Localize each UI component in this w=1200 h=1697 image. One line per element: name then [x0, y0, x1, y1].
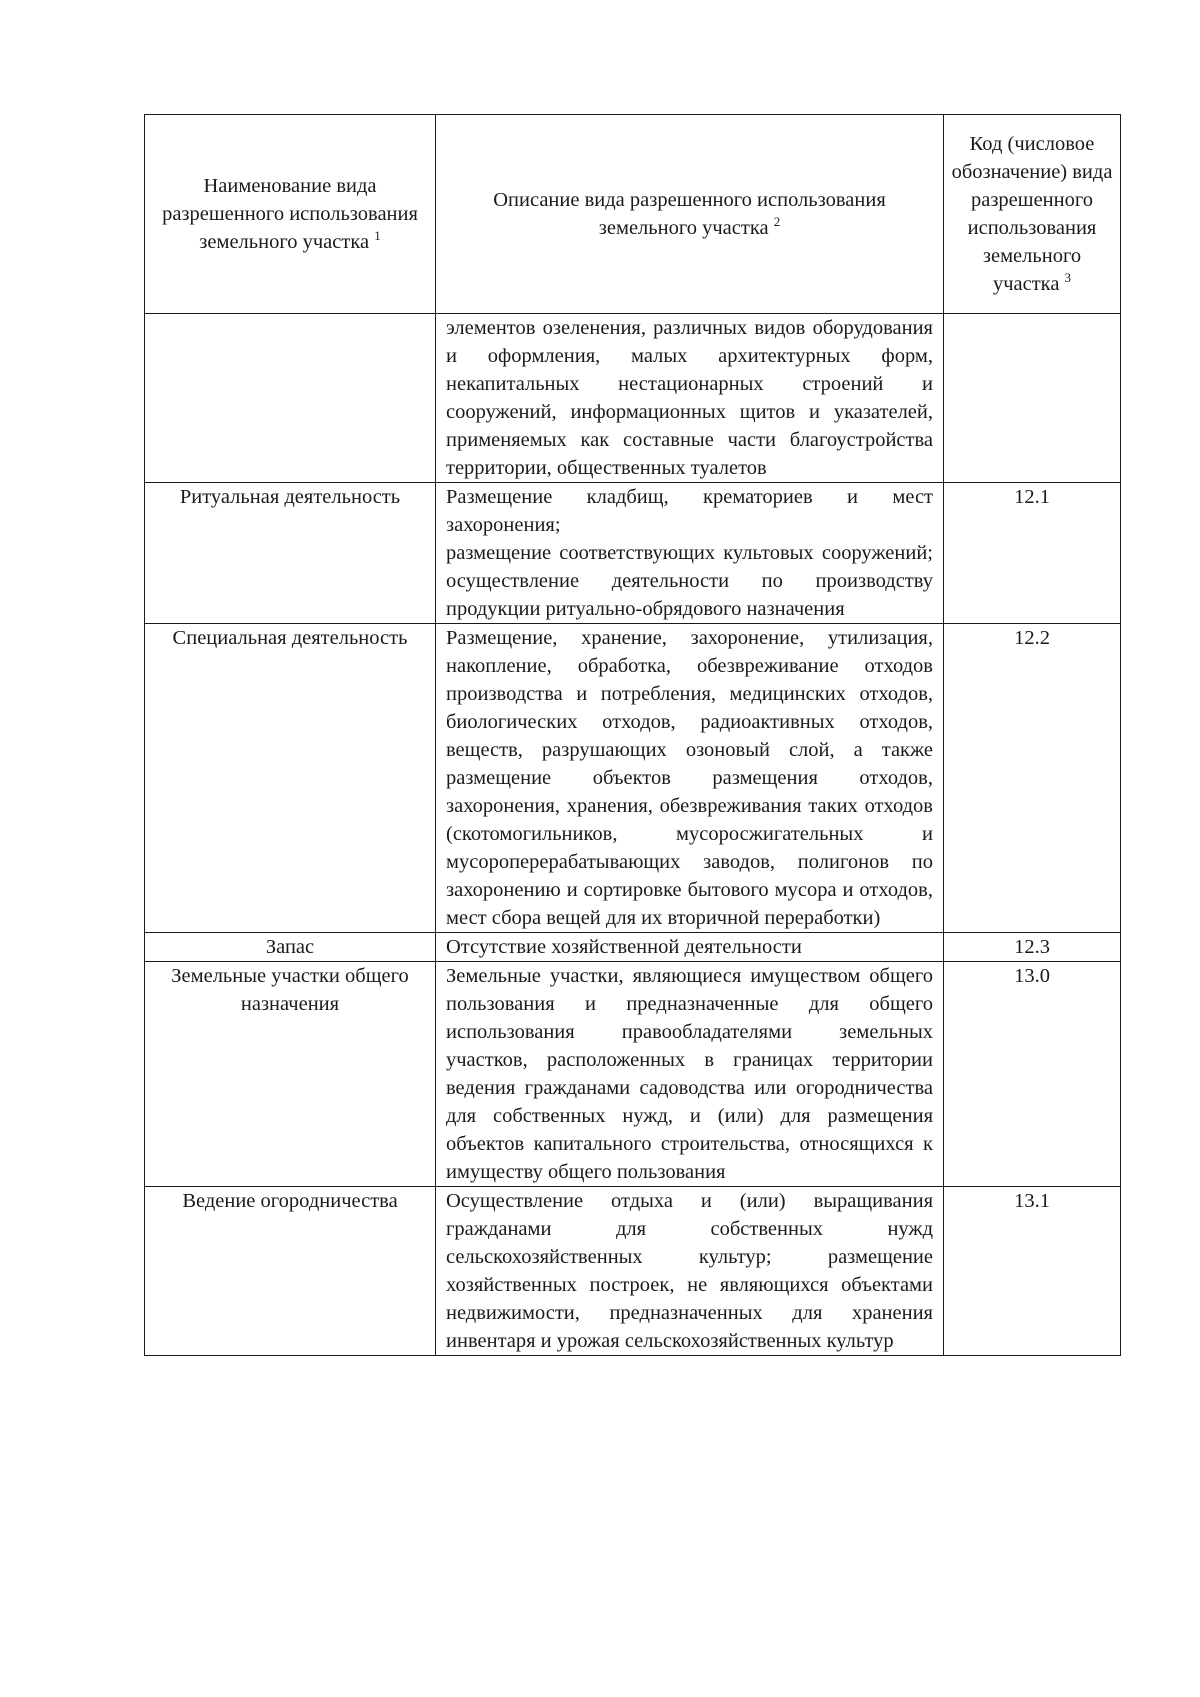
- description-part: размещение соответствующих культовых сооружений; осуществление деятельности по производству продукции ритуально-обрядового назначения: [446, 542, 933, 620]
- table-row: [145, 1187, 1121, 1356]
- footnote-marker: 3: [1064, 270, 1072, 286]
- row-name: Ритуальная деятельность: [145, 483, 436, 624]
- row-code: 12.1: [944, 483, 1121, 624]
- row-description: Земельные участки, являющиеся имуществом общего пользования и предназначенные для общего использования правообладателями земельных участков, расположенных в границах территории ведения гражданами садоводства или огородничества для собственных нужд, и (или) для размещения объектов капитального строительства, относящихся к имуществу общего пользования: [436, 962, 944, 1187]
- row-code: 13.1: [944, 1187, 1121, 1356]
- header-code-text: Код (числовое обозначение) вида разрешенного использования земельного участка: [951, 133, 1113, 295]
- row-code: [944, 314, 1121, 483]
- row-name: Земельные участки общего назначения: [145, 962, 436, 1187]
- table-header-row: [145, 115, 1121, 314]
- description-part: Размещение кладбищ, крематориев и мест захоронения;: [446, 486, 933, 536]
- row-code: 12.3: [944, 933, 1121, 962]
- header-description-column: [436, 115, 944, 314]
- table-row: [145, 962, 1121, 1187]
- row-description: Отсутствие хозяйственной деятельности: [436, 933, 944, 962]
- row-description: [436, 483, 944, 624]
- header-name-column: [145, 115, 436, 314]
- footnote-marker: 1: [374, 228, 381, 244]
- row-name: Ведение огородничества: [145, 1187, 436, 1356]
- row-description: Осуществление отдыха и (или) выращивания гражданами для собственных нужд сельскохозяйственных культур; размещение хозяйственных построек, не являющихся объектами недвижимости, предназначенных для хранения инвентаря и урожая сельскохозяйственных культур: [436, 1187, 944, 1356]
- header-code-column: [944, 115, 1121, 314]
- table-row: [145, 624, 1121, 933]
- row-name: Запас: [145, 933, 436, 962]
- row-code: 13.0: [944, 962, 1121, 1187]
- row-description: Размещение, хранение, захоронение, утилизация, накопление, обработка, обезвреживание отходов производства и потребления, медицинских отходов, биологических отходов, радиоактивных отходов, веществ, разрушающих озоновый слой, а также размещение объектов размещения отходов, захоронения, хранения, обезвреживания таких отходов (скотомогильников, мусоросжигательных и мусороперерабатывающих заводов, полигонов по захоронению и сортировке бытового мусора и отходов, мест сбора вещей для их вторичной переработки): [436, 624, 944, 933]
- table-row: [145, 483, 1121, 624]
- header-description-text: Описание вида разрешенного использования земельного участка: [493, 189, 886, 239]
- row-code: 12.2: [944, 624, 1121, 933]
- table-row: [145, 314, 1121, 483]
- header-name-text: Наименование вида разрешенного использования земельного участка: [162, 175, 418, 253]
- row-name: Специальная деятельность: [145, 624, 436, 933]
- footnote-marker: 2: [773, 214, 781, 230]
- land-use-table: [144, 114, 1121, 1356]
- table-row: [145, 933, 1121, 962]
- row-description: элементов озеленения, различных видов оборудования и оформления, малых архитектурных форм, некапитальных нестационарных строений и сооружений, информационных щитов и указателей, применяемых как составные части благоустройства территории, общественных туалетов: [436, 314, 944, 483]
- row-name: [145, 314, 436, 483]
